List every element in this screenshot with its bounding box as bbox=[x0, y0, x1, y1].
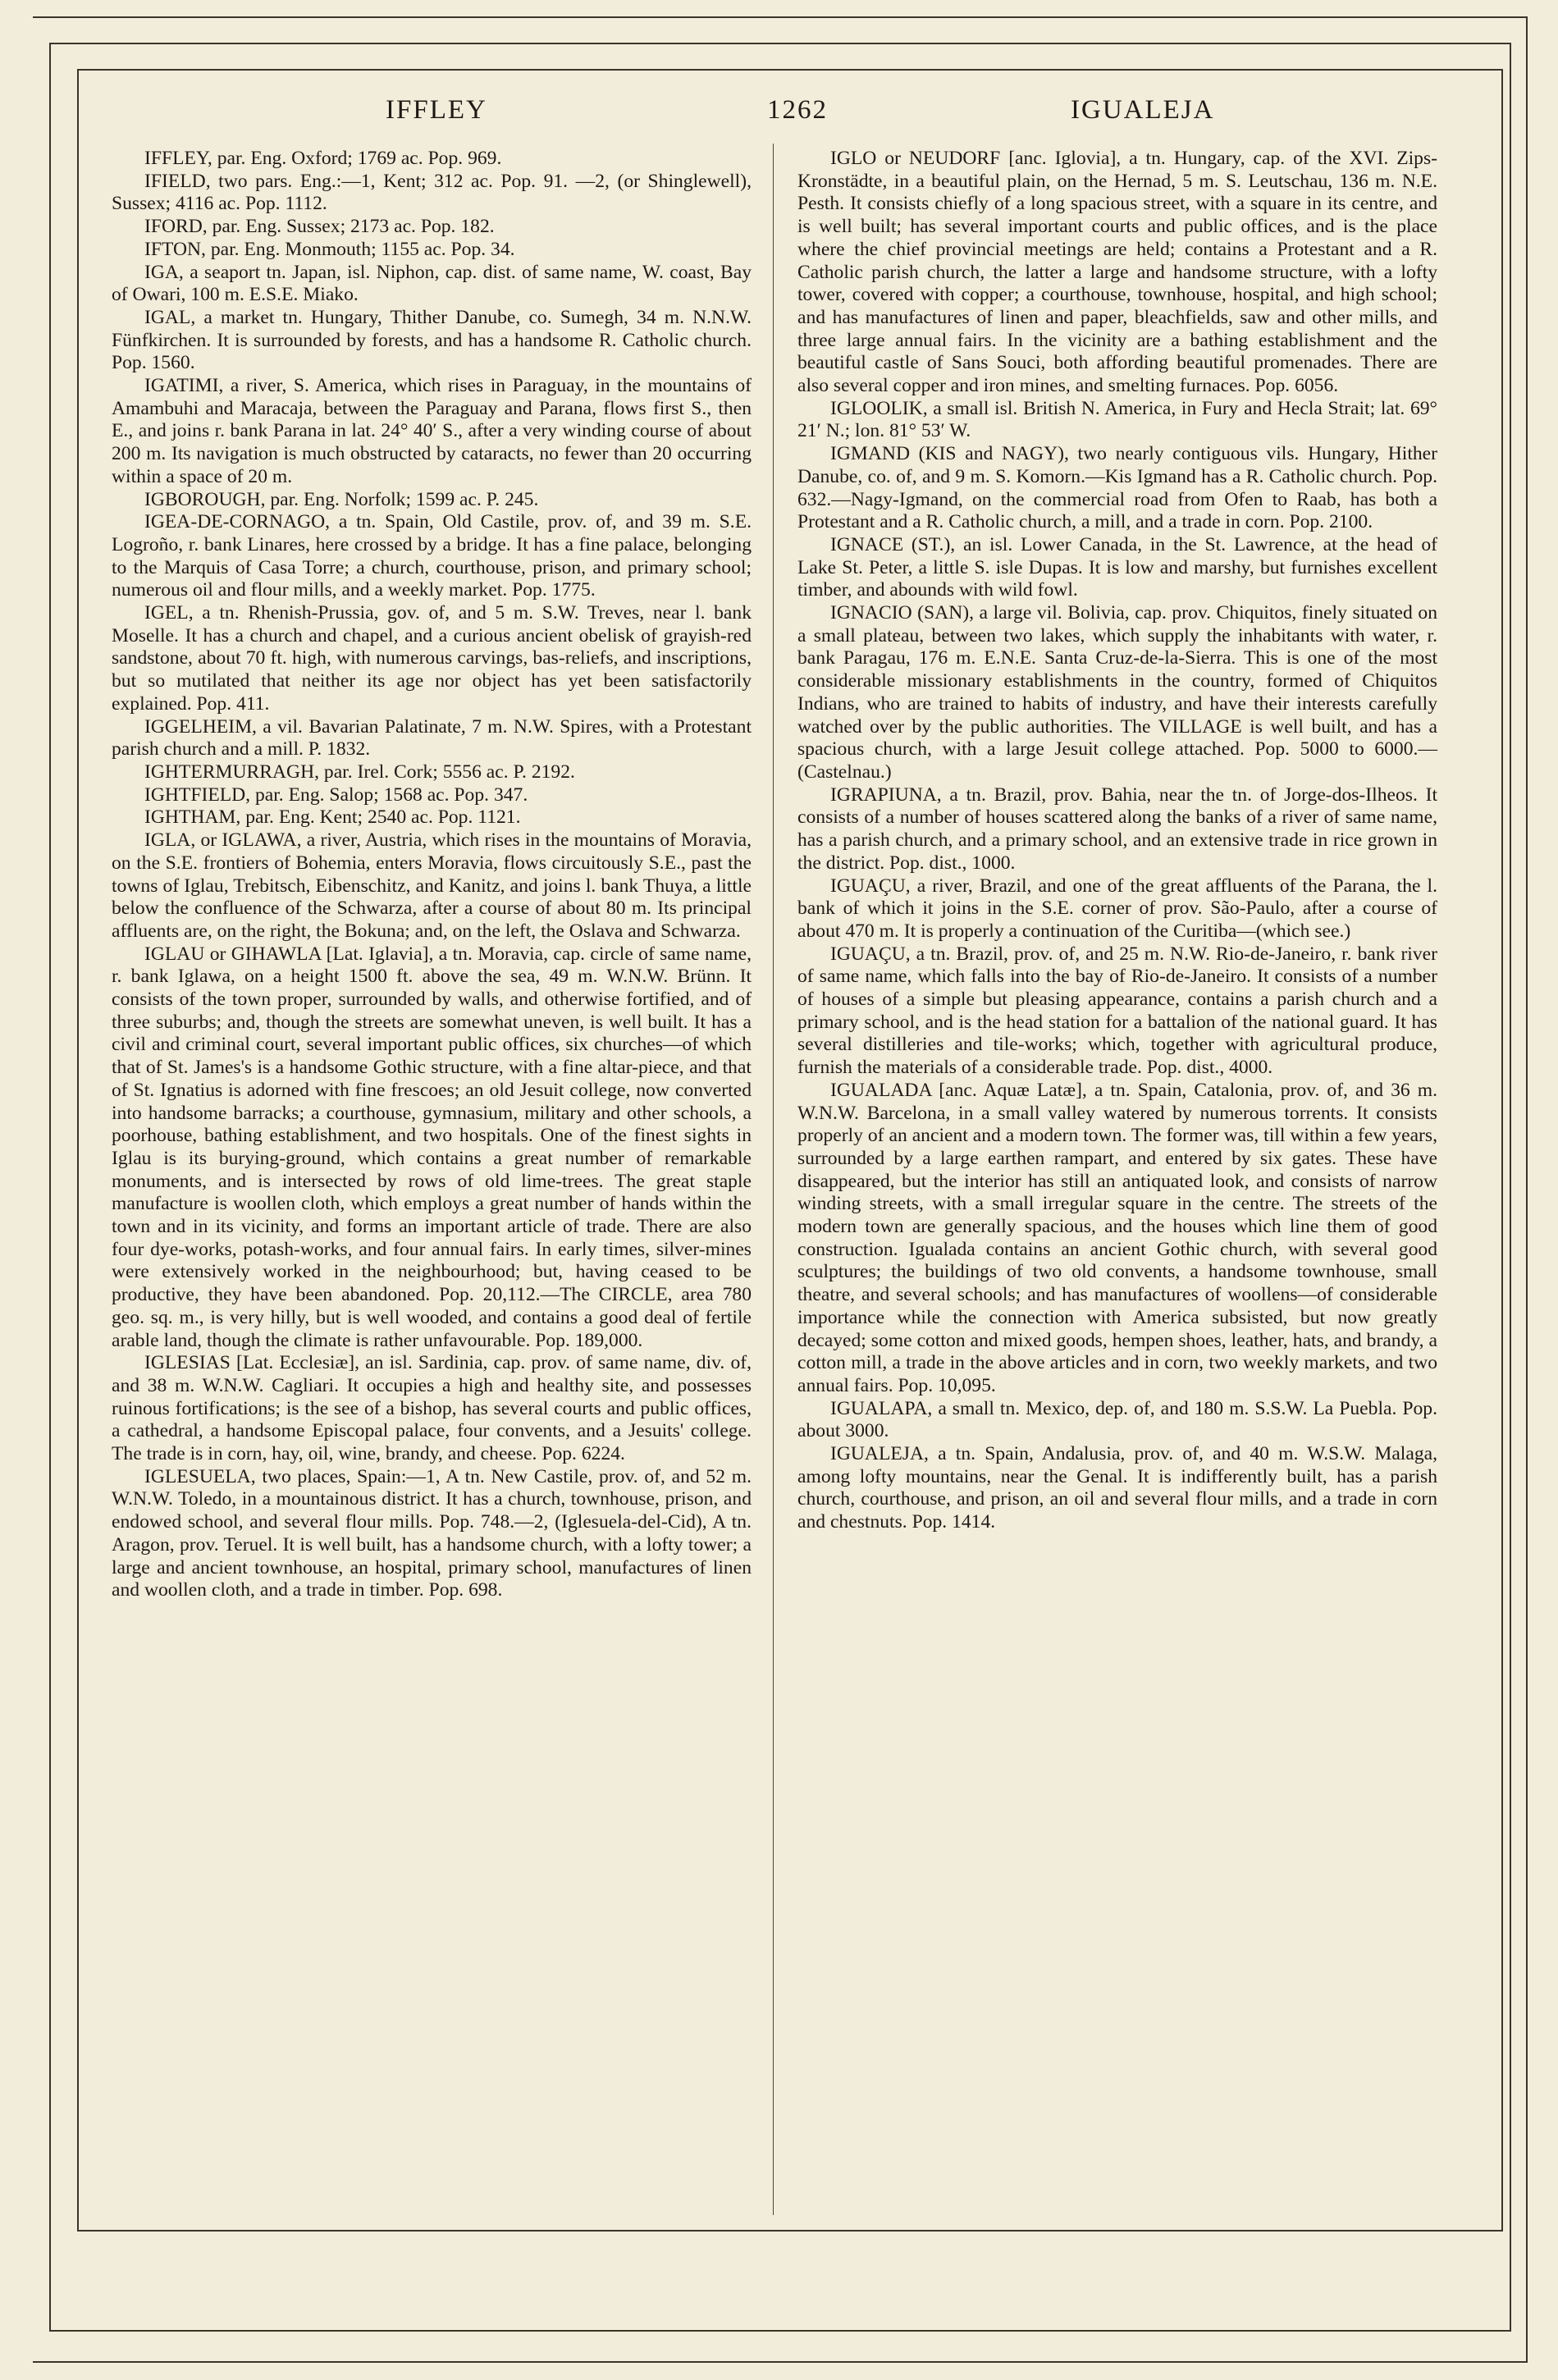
gazetteer-entry: IGUALADA [anc. Aquæ Latæ], a tn. Spain, Catalonia, prov. of, and 36 m. W.N.W. Barcelona, in a small valley watered by numerous torrents. It consists properly of an ancient and a modern town. The former was, till within a few years, surrounded by a large earthen rampart, and entered by six gates. These have disappeared, but the interior has still an antiquated look, and consists of narrow winding streets, with a small irregular square in the centre. The streets of the modern town are generally spacious, and the houses which line them of good construction. Igualada contains an ancient Gothic church, with several good sculptures; the buildings of two old convents, a handsome townhouse, small theatre, and several schools; and has manufactures of woollens—of considerable importance while the connection with America subsisted, but now greatly decayed; some cotton and mixed goods, hempen shoes, leather, hats, and brandy, a cotton mill, a trade in the above articles and in corn, two weekly markets, and two annual fairs. Pop. 10,095. bbox=[797, 1079, 1437, 1396]
gazetteer-entry: IGLESIAS [Lat. Ecclesiæ], an isl. Sardinia, cap. prov. of same name, div. of, and 38 m. W.N.W. Cagliari. It occupies a high and healthy site, and possesses ruinous fortifications; is the see of a bishop, has several courts and public offices, a cathedral, a handsome Episcopal palace, four convents, and a Jesuits' college. The trade is in corn, hay, oil, wine, brandy, and cheese. Pop. 6224. bbox=[112, 1352, 752, 1465]
top-rule bbox=[33, 16, 1526, 18]
gazetteer-entry: IFFLEY, par. Eng. Oxford; 1769 ac. Pop. 969. bbox=[144, 148, 502, 169]
column-divider bbox=[773, 144, 774, 2215]
top-rule-inner bbox=[49, 43, 1511, 44]
gazetteer-entry: IFIELD, two pars. Eng.:—1, Kent; 312 ac. Pop. 91. —2, (or Shinglewell), Sussex; 4116 ac. Pop. 1112. bbox=[112, 170, 752, 215]
right-column bbox=[797, 148, 1437, 1534]
gazetteer-entry: IGUALEJA, a tn. Spain, Andalusia, prov. of, and 40 m. W.S.W. Malaga, among lofty mountains, near the Genal. It is indifferently built, has a parish church, courthouse, and prison, an oil and several flour mills, and a trade in corn and chestnuts. Pop. 1414. bbox=[797, 1443, 1437, 1533]
gazetteer-entry: IGGELHEIM, a vil. Bavarian Palatinate, 7 m. N.W. Spires, with a Protestant parish church and a mill. P. 1832. bbox=[112, 715, 752, 761]
right-outer-rule bbox=[1526, 16, 1528, 2363]
gazetteer-entry: IGLO or NEUDORF [anc. Iglovia], a tn. Hungary, cap. of the XVI. Zips-Kronstädte, in a beautiful plain, on the Hernad, 5 m. S. Leutschau, 136 m. N.E. Pesth. It consists chiefly of a long spacious street, with a square in its centre, and is well built; has several important courts and public offices, and is the place where the chief provincial meetings are held; contains a Protestant and a R. Catholic parish church, the latter a large and handsome structure, with a lofty tower, covered with copper; a courthouse, townhouse, hospital, and high school; and has manufactures of linen and paper, bleachfields, saw and other mills, and three large annual fairs. In the vicinity are a bathing establishment and the beautiful castle of Sans Souci, both affording beautiful promenades. There are also several copper and iron mines, and smelting furnaces. Pop. 6056. bbox=[797, 148, 1437, 397]
gazetteer-entry: IGMAND (KIS and NAGY), two nearly contiguous vils. Hungary, Hither Danube, co. of, and 9 m. S. Komorn.—Kis Igmand has a R. Catholic church. Pop. 632.—Nagy-Igmand, on the commercial road from Ofen to Raab, has both a Protestant and a R. Catholic church, a mill, and a trade in corn. Pop. 2100. bbox=[797, 443, 1437, 533]
running-header bbox=[90, 90, 1485, 131]
gazetteer-entry: IGUALAPA, a small tn. Mexico, dep. of, and 180 m. S.S.W. La Puebla. Pop. about 3000. bbox=[797, 1397, 1437, 1442]
bottom-outer-rule bbox=[33, 2361, 1528, 2363]
gazetteer-entry: IGLAU or GIHAWLA [Lat. Iglavia], a tn. Moravia, cap. circle of same name, r. bank Iglawa, on a height 1500 ft. above the sea, 49 m. W.N.W. Brünn. It consists of the town proper, surrounded by walls, and otherwise fortified, and of three suburbs; and, though the streets are somewhat uneven, is well built. It has a civil and criminal court, several important public offices, six churches—of which that of St. James's is a handsome Gothic structure, with a fine altar-piece, and that of St. Ignatius is adorned with fine frescoes; an old Jesuit college, now converted into handsome barracks; a courthouse, gymnasium, military and other schools, a poorhouse, bathing establishment, and two hospitals. One of the finest sights in Iglau is its burying-ground, which contains a great number of remarkable monuments, and is intersected by rows of old lime-trees. The great staple manufacture is woollen cloth, which employs a great number of hands within the town and in its vicinity, and forms an important article of trade. There are also four dye-works, potash-works, and four annual fairs. In early times, silver-mines were extensively worked in the neighbourhood; but, having ceased to be productive, they have been abandoned. Pop. 20,112.—The CIRCLE, area 780 geo. sq. m., is very hilly, but is well wooded, and contains a good deal of fertile arable land, though the climate is rather unfavourable. Pop. 189,000. bbox=[112, 943, 752, 1351]
gazetteer-entry: IGHTFIELD, par. Eng. Salop; 1568 ac. Pop. 347. bbox=[144, 783, 528, 806]
gazetteer-entry: IGBOROUGH, par. Eng. Norfolk; 1599 ac. P. 245. bbox=[144, 488, 539, 510]
gazetteer-entry: IFTON, par. Eng. Monmouth; 1155 ac. Pop. 34. bbox=[144, 238, 515, 260]
gazetteer-entry: IGHTERMURRAGH, par. Irel. Cork; 5556 ac. P. 2192. bbox=[144, 761, 575, 783]
left-column bbox=[112, 148, 752, 1602]
right-rule bbox=[1510, 43, 1511, 2332]
left-rule bbox=[49, 43, 51, 2332]
gazetteer-entry: IGATIMI, a river, S. America, which rises in Paraguay, in the mountains of Amambuhi and Maracaja, between the Paraguay and Parana, flows first S., then E., and joins r. bank Parana in lat. 24° 40′ S., after a very winding course of about 200 m. Its navigation is much obstructed by cataracts, no fewer than 20 occurring within a space of 20 m. bbox=[112, 375, 752, 487]
header-right-word: IGUALEJA bbox=[1071, 95, 1215, 125]
gazetteer-entry: IGA, a seaport tn. Japan, isl. Niphon, cap. dist. of same name, W. coast, Bay of Owari, 100 m. E.S.E. Miako. bbox=[112, 261, 752, 306]
gazetteer-entry: IGRAPIUNA, a tn. Brazil, prov. Bahia, near the tn. of Jorge-dos-Ilheos. It consists of a number of houses scattered along the banks of a river of same name, has a parish church, and a primary school, and an extensive trade in rice grown in the district. Pop. dist., 1000. bbox=[797, 783, 1437, 874]
gazetteer-entry: IGHTHAM, par. Eng. Kent; 2540 ac. Pop. 1121. bbox=[144, 806, 521, 829]
gazetteer-entry: IGLOOLIK, a small isl. British N. America, in Fury and Hecla Strait; lat. 69° 21′ N.; lon. 81° 53′ W. bbox=[797, 397, 1437, 442]
gazetteer-entry: IGUAÇU, a tn. Brazil, prov. of, and 25 m. N.W. Rio-de-Janeiro, r. bank river of same name, which falls into the bay of Rio-de-Janeiro. It consists of a number of houses of a simple but pleasing appearance, contains a parish church and a primary school, and is the head station for a battalion of the national guard. It has several distilleries and tile-works; which, together with agricultural produce, furnish the materials of a considerable trade. Pop. dist., 4000. bbox=[797, 943, 1437, 1079]
gazetteer-entry: IGNACIO (SAN), a large vil. Bolivia, cap. prov. Chiquitos, finely situated on a small plateau, between two lakes, which supply the inhabitants with water, r. bank Paragau, 176 m. E.N.E. Santa Cruz-de-la-Sierra. This is one of the most considerable missionary establishments in the country, formed of Chiquitos Indians, who are trained to habits of industry, and have their interests carefully watched over by the public authorities. The VILLAGE is well built, and has a spacious church, with a large Jesuit college attached. Pop. 5000 to 6000.—(Castelnau.) bbox=[797, 602, 1437, 783]
gazetteer-entry: IFORD, par. Eng. Sussex; 2173 ac. Pop. 182. bbox=[144, 216, 495, 238]
gazetteer-entry: IGAL, a market tn. Hungary, Thither Danube, co. Sumegh, 34 m. N.N.W. Fünfkirchen. It is surrounded by forests, and has a handsome R. Catholic church. Pop. 1560. bbox=[112, 306, 752, 374]
page-number: 1262 bbox=[767, 95, 828, 125]
gazetteer-entry: IGNACE (ST.), an isl. Lower Canada, in the St. Lawrence, at the head of Lake St. Peter, a little S. isle Dupas. It is low and marshy, but furnishes excellent timber, and abounds with wild fowl. bbox=[797, 533, 1437, 601]
gazetteer-entry: IGEA-DE-CORNAGO, a tn. Spain, Old Castile, prov. of, and 39 m. S.E. Logroño, r. bank Linares, here crossed by a bridge. It has a fine palace, belonging to the Marquis of Casa Torre; a church, courthouse, prison, and primary school; numerous oil and flour mills, and a weekly market. Pop. 1775. bbox=[112, 511, 752, 601]
gazetteer-entry: IGLESUELA, two places, Spain:—1, A tn. New Castile, prov. of, and 52 m. W.N.W. Toledo, in a mountainous district. It has a church, townhouse, prison, and endowed school, and several flour mills. Pop. 748.—2, (Iglesuela-del-Cid), A tn. Aragon, prov. Teruel. It is well built, has a handsome church, with a lofty tower; a large and ancient townhouse, an hospital, primary school, manufactures of linen and woollen cloth, and a trade in timber. Pop. 698. bbox=[112, 1465, 752, 1601]
gazetteer-entry: IGUAÇU, a river, Brazil, and one of the great affluents of the Parana, the l. bank of which it joins in the S.E. corner of prov. São-Paulo, after a course of about 470 m. It is properly a continuation of the Curitiba—(which see.) bbox=[797, 875, 1437, 942]
gazetteer-entry: IGLA, or IGLAWA, a river, Austria, which rises in the mountains of Moravia, on the S.E. frontiers of Bohemia, enters Moravia, flows circuitously S.E., past the towns of Iglau, Trebitsch, Eibenschitz, and Kanitz, and joins l. bank Thuya, a little below the confluence of the Schwarza, after a course of about 80 m. Its principal affluents are, on the right, the Bokuna; and, on the left, the Oslava and Schwarza. bbox=[112, 829, 752, 942]
bottom-rule bbox=[49, 2330, 1511, 2332]
header-left-word: IFFLEY bbox=[386, 95, 487, 125]
gazetteer-entry: IGEL, a tn. Rhenish-Prussia, gov. of, and 5 m. S.W. Treves, near l. bank Moselle. It has a church and chapel, and a curious ancient obelisk of grayish-red sandstone, about 70 ft. high, with numerous carvings, bas-reliefs, and inscriptions, but so mutilated that neither its age nor object has yet been satisfactorily explained. Pop. 411. bbox=[112, 602, 752, 715]
